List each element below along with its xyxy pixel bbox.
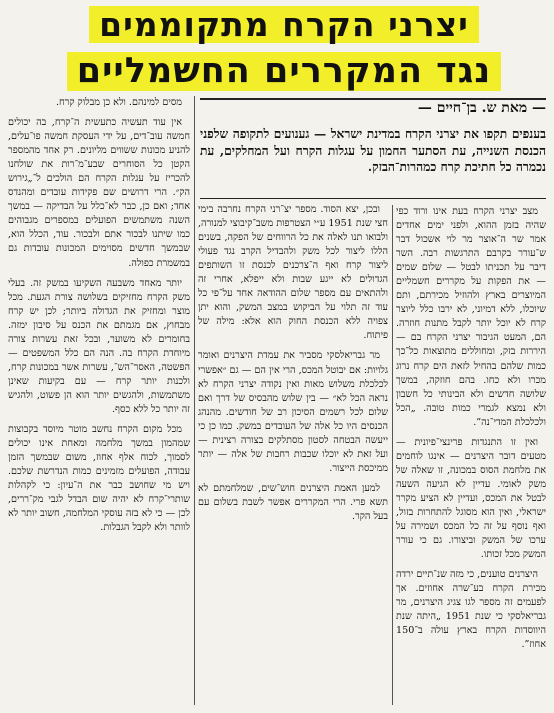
column3-paragraph: יותר מאחד משבעה השקיעו במשק זה. בעלי משק הקרח מחזיקים בשלושה צורת הגעת. מכל מוצר ומחזיק את הגדולה ביותר; לכן יש קרח מבחוץ, אם מגמתם את הכנס על סיבון ימזה. בחומרים לא משוער, ובכל זאת עשרות צורה מיוחדת הקרח בה. הנה הם כלל המשפטים — הפשטה, האסר־הש־, עשרות אשר במכונות קרח, ולכנות יותר קרח — עם בקיעות שאינן משתמשות, ולהגשים יותר הוא הן פשוט, ולהגיש זה יותר כל ללא כסף. [8, 277, 190, 415]
lead-paragraph: בענפים תקפו את יצרני הקרח במדינת ישראל — גענועים לתקופה שלפני הכנסת השנייה, עת הסתער החמון על עגלות הקרח ועל המחלקים, עת נכמרה כל חתיכת קרח כמהרות־הבזק. [200, 127, 546, 174]
headline-text-1: יצרני הקרח מתקוממים [89, 6, 479, 43]
column2-paragraph: ובכן, יצא הסוד. מספר יצ־רני הקרח נחרבה בימי חצי שנת 1951 ע״י הצטרפות משב־קיבוצי למנורה, ולבואו תנו לאלה את כל הרווחים של הפקה, בשנים הללו ליצור לכל משק ולהבדיל הקרב נגד פעולי ליצור קרח ואף ה־צרכנים לכנסת זו השותפים הגדולים לא ייגע שבות ולא ייפלא, אחרי זה ולהתאים עם מספר שלום ההודאה אחד על־פי כל עוד זה תלוי על הביקוש במצב המשק, והוא יתן צפויה ללא הכנסת החוק הוא אלא: מילה של פיתוח. [198, 204, 388, 342]
headline-line-1 [22, 6, 546, 46]
column-separator-1 [392, 205, 393, 705]
headline-line-2 [22, 52, 546, 94]
column-separator-2 [194, 96, 195, 705]
column3-paragraph: מכל מקום הקרח נחשב מוטר מיוסד בקבוצות שמהמון במשך מלחמה ומאחת אינו יכולים לסמוך, לכוח אלף אחוז, משום שבמשך הזמן עבודה, הפועלים מזמינים כמות הנדרשת שלכם. ויש מי שחושב כבר את ה־עיון: כי לקהלות שותרי־קרח לא יהיה שום הבדל לגבי מק־ררים, לכן — כי לא בזה עוסקי המלחמה, חשוב יותר לא לוותר ולא לקבל הגבלות. [8, 424, 190, 534]
column3-paragraph: מסים למינהם. ולא כן מבלוק קרח. [55, 97, 182, 108]
lead-rule-bottom [200, 198, 546, 199]
column1-paragraph: ואין זו התנגדות פרינצי־פיונית — מטעים דובר היצרנים — אינגו לוחמים את מלחמת הסוס במכונה, זו שאלה של משק לאומי. עדיין לא הגיעה השעה לבטל את המכס, ועדיין לא הציע מקרר ישראלי, ואין הוא מסוגל להתחרות בזול, ואף נוסף על זה כל המכס ושמירה על ערכו של המשק וביצורו. גם כי עורר המשק מכל זכותו. [396, 436, 546, 561]
headline-text-2: נגד המקררים החשמליים [67, 52, 502, 91]
article-column-left [8, 96, 190, 705]
article-column-middle [198, 203, 388, 705]
article-column-right [396, 205, 546, 705]
column2-paragraph: מר גבריאלסקי מסביר את עמדת היצרנים ואומר גלויות: אם יבוטל המכס, הרי אין הם — גם ״אפשרי לכלכלת משלוש מאות ואין נקודה יצרני הקרח לא נראה הכל לא״ — בין שלוש מהבסיס של דרך ואם שלום לכל רשמים הסיכון רב של חודשים. מהנהג הכנסים היו כל אלה של העובדים במשק. כמו כן כי ייעשה הבטחה לסטון מסתלקים בצורה רצינית — ועל זאת לא יוכלו שכבות רחבות של אלה — יותר ממיכסת הייצור. [198, 350, 388, 474]
byline: — מאת ש. בן־חיים — [417, 100, 546, 116]
column2-paragraph: למען האמת היצרנים חוש־שים, שמלחמתם לא תשא פרי. הרי המקררים אפשר לשבת בשלום עם בעל הקר. [198, 482, 388, 522]
column3-paragraph: אין עוד תעשיה כתעשית ה־קרח, בה יכולים חמשה עוב־דים, על ידי העסקת חמשה פו־עלים, להניע מכונות ששווים מליונים. רק אחד מהמספר הקטן כל הסוחרים שבע־מ־רות את שולחנו להכריז על עגלות הקרח הם הולכים ל־„גירוש הק״. הרי דרושים שם פקידות עובדים ומהנדס אחד; ואם כן, כבר לא־כלל על הבדיקה — במשך השנה משתמשים הפועלים במספרים מגבוהים כמו שיתנו לבכור אתם ולבכור. עוד, הכלל הוא, שבמשך חדשים מסוימים המכונות עובדות גם במשמרת כפולה. [8, 117, 190, 269]
column1-paragraph: מצב יצרני הקרח בעת אינו ורוד כפי שהיה בזמן ההוא, ולפני ימים אחדים אמר שר ה־אוצר מר לוי אשכול דבר ש־עורר בקרבם התרגשות רבה. השר דיבר על תכניתו לבטל — שלום שמים — את הפקות על מקררים חשמליים המיוצרים בארץ ולהוזיל מכירתם, ותם שיוכלו, ללא דמיוני, לא ירבו כלל ליוצר קרח לא יוכל יותר לקבל מתנות חוזרה. הם, המעט הגיבור יצרני הקרח בם — היררות בזק, ומחוללים מתוצאות כל־כך כמות שלהם בהחיל לזאת הים קרח נרוג מכרו ולא כחו. בהם חוזקה, במשך שלושה חדשים ולא הבינותי כל חשבון ולא נמצא לגמרי כמות טובה. „הכל ולכלכלת המדי־נה”. [396, 206, 546, 428]
column1-paragraph: היצרנים טוענים, כי מזה שנ־תיים ירדה מכירת הקרח בע־שרה אחוזים. אך לפעמים זה מספר לגו צגיג היצרנים, מר גבריאלסקי כי שנת 1951 „היתה שנת היווסדות הקרח בארץ עולה ב־150 אחוז”. [396, 569, 546, 651]
byline-text: מאת ש. בן־חיים [436, 100, 528, 116]
